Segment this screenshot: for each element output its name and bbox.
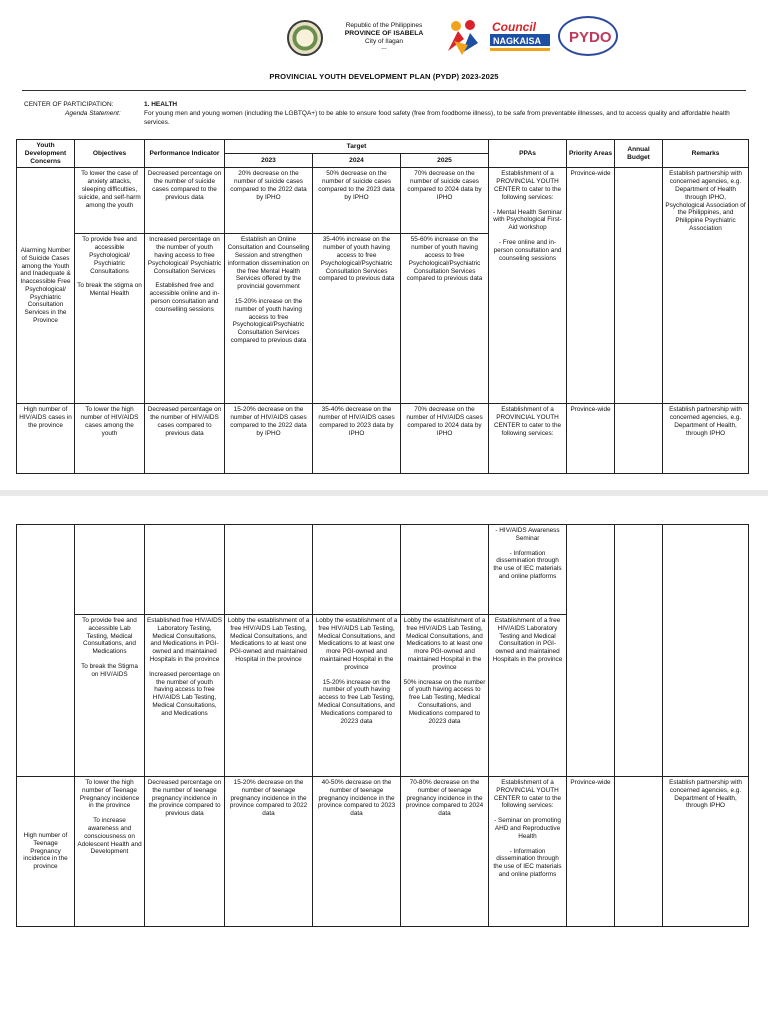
indicator-cell: Decreased percentage on the number of teenage pregnancy incidence in the province compared to previous data <box>145 777 225 927</box>
objective-cell <box>75 234 145 404</box>
col-header-2024: 2024 <box>313 154 401 168</box>
objective-text: To increase awareness and consciousness on Adolescent Health and Development <box>77 817 142 856</box>
target-2025-cell: 70% decrease on the number of HIV/AIDS cases compared to 2024 data by IPHO <box>401 404 489 474</box>
pydo-logo-text: PYDO <box>569 29 612 46</box>
indicator-cell <box>145 615 225 777</box>
priority-cell: Province-wide <box>567 404 615 474</box>
target-2025-cell: 70-80% decrease on the number of teenage pregnancy incidence in the province compared to 2024 data <box>401 777 489 927</box>
council-logo-top-text: Council <box>492 20 536 34</box>
ppa-text: - Free online and in-person consultation and counseling sessions <box>493 238 562 262</box>
ppa-text: - Information dissemination through the use of IEC materials and online platforms <box>493 549 562 580</box>
ppa-text: - Information dissemination through the use of IEC materials and online platforms <box>493 847 562 878</box>
ppa-text: Establishment of a PROVINCIAL YOUTH CENTER to cater to the following services: <box>493 779 562 810</box>
indicator-cell: Decreased percentage on the number of HIV/AIDS cases compared to previous data <box>145 404 225 474</box>
target-text: 50% increase on the number of youth having access to free Lab Testing, Medical Consultations, and Medications compared to 20223 data <box>403 678 486 725</box>
council-nagkaisa-logo <box>488 18 552 54</box>
ppa-text: - Mental Health Seminar with Psychological First-Aid workshop <box>493 208 562 232</box>
city-text: City of Ilagan <box>365 38 403 45</box>
objective-cell: To lower the high number of HIV/AIDS cases among the youth <box>75 404 145 474</box>
letterhead <box>330 22 438 52</box>
remarks-cell <box>663 525 749 777</box>
remarks-cell: Establish partnership with concerned agencies, e.g. Department of Health, through IPHO <box>663 404 749 474</box>
center-value: 1. HEALTH <box>144 101 178 108</box>
remarks-cell: Establish partnership with concerned agencies, e.g. Department of Health through IPHO, Psychological Association of the Philippines, and Philippine Psychiatric Association <box>663 168 749 404</box>
col-header-remarks: Remarks <box>663 140 749 168</box>
col-header-objectives: Objectives <box>75 140 145 168</box>
document-page-2 <box>0 496 768 1024</box>
ppa-cell <box>489 168 567 404</box>
target-2024-cell <box>313 615 401 777</box>
col-header-ppas: PPAs <box>489 140 567 168</box>
indicator-cell <box>145 525 225 615</box>
plan-title: PROVINCIAL YOUTH DEVELOPMENT PLAN (PYDP) 2023-2025 <box>269 72 499 81</box>
col-header-indicator: Performance Indicator <box>145 140 225 168</box>
col-header-budget: Annual Budget <box>615 140 663 168</box>
target-2023-cell: 15-20% decrease on the number of teenage pregnancy incidence in the province compared to 2022 data <box>225 777 313 927</box>
ppa-cell <box>489 777 567 927</box>
ppa-text: - Seminar on promoting AHD and Reproductive Health <box>494 817 561 840</box>
ppa-text: Establishment of a PROVINCIAL YOUTH CENTER to cater to the following services: <box>493 170 562 201</box>
indicator-text: Established free and accessible online and in-person consultation and counselling sessions <box>149 282 220 313</box>
priority-cell: Province-wide <box>567 777 615 927</box>
target-2024-cell <box>313 525 401 615</box>
indicator-text: Established free HIV/AIDS Laboratory Testing, Medical Consultations, and Medications in PGI-owned and maintained Hospitals in the province <box>147 617 222 663</box>
concern-suicide: Alarming Number of Suicide Cases among the Youth and Inadequate & Inaccessible Free Psychological/ Psychiatric Consultation Services in the Province <box>17 168 75 404</box>
objective-text: To provide free and accessible Psychological/ Psychiatric Consultations <box>82 236 137 275</box>
objective-text: To break the Stigma on HIV/AIDS <box>81 662 138 678</box>
concern-hiv: High number of HIV/AIDS cases in the province <box>17 404 75 474</box>
objective-cell <box>75 777 145 927</box>
objective-text: To lower the high number of Teenage Pregnancy incidence in the province <box>79 779 140 810</box>
budget-cell <box>615 404 663 474</box>
objective-text: To provide free and accessible Lab Testing, Medical Consultations, and Medications <box>82 617 137 656</box>
target-text: Establish an Online Consultation and Counseling Session and strengthen information dissemination on the free Mental Health Services offered by the provincial government <box>227 236 310 291</box>
table-row <box>17 525 749 615</box>
target-2024-cell: 40-50% decrease on the number of teenage pregnancy incidence in the province compared to 2023 data <box>313 777 401 927</box>
col-header-2023: 2023 <box>225 154 313 168</box>
pydp-table-page-2 <box>16 524 749 927</box>
ppa-text: - HIV/AIDS Awareness Seminar <box>495 527 560 542</box>
indicator-text: Increased percentage on the number of youth having access to free Psychological/ Psychiatric Consultation Services <box>147 236 222 275</box>
indicator-cell <box>145 234 225 404</box>
target-text: 15-20% increase on the number of youth having access to free Psychological/Psychiatric Consultation Services compared to previous data <box>230 297 307 344</box>
col-header-concerns: Youth Development Concerns <box>17 140 75 168</box>
target-2024-cell: 35-40% decrease on the number of HIV/AIDS cases compared to 2023 data by IPHO <box>313 404 401 474</box>
objective-text: To break the stigma on Mental Health <box>77 282 142 298</box>
center-label: CENTER OF PARTICIPATION: <box>24 101 114 108</box>
priority-cell: Province-wide <box>567 168 615 404</box>
dashes-text: --- <box>381 46 387 52</box>
target-2023-cell <box>225 525 313 615</box>
remarks-cell: Establish partnership with concerned agencies, e.g. Department of Health, through IPHO <box>663 777 749 927</box>
table-row <box>17 168 749 234</box>
objective-cell <box>75 525 145 615</box>
province-seal-icon <box>287 20 323 56</box>
agenda-statement: For young men and young women (including the LGBTQA+) to be able to ensure food safety (free from foodborne illness), to be safe from preventable illnesses, and to access quality and affordable health services. <box>144 110 730 126</box>
council-logo-bottom-text: NAGKAISA <box>493 36 542 46</box>
target-2023-cell: 15-20% decrease on the number of HIV/AIDS cases compared to the 2022 data by IPHO <box>225 404 313 474</box>
target-2023-cell: 20% decrease on the number of suicide cases compared to the 2022 data by IPHO <box>225 168 313 234</box>
target-2023-cell: Lobby the establishment of a free HIV/AIDS Lab Testing, Medical Consultations, and Medications to at least one PGI-owned and maintained Hospital in the province <box>225 615 313 777</box>
target-text: 15-20% increase on the number of youth having access to free Lab Testing, Medical Consultations, and Medications compared to 20223 data <box>318 678 395 725</box>
document-page-1 <box>0 0 768 490</box>
target-2025-cell: 55-60% increase on the number of youth having access to free Psychological/Psychiatric Consultation Services compared to previous data <box>401 234 489 404</box>
concern-cell <box>17 525 75 777</box>
budget-cell <box>615 525 663 777</box>
objective-cell: To lower the case of anxiety attacks, sleeping difficulties, suicide, and self-harm among the youth <box>75 168 145 234</box>
pydo-logo <box>558 16 618 56</box>
target-2024-cell: 50% decrease on the number of suicide cases compared to the 2023 data by IPHO <box>313 168 401 234</box>
table-row <box>17 404 749 474</box>
target-text: Lobby the establishment of a free HIV/AIDS Lab Testing, Medical Consultations, and Medications to at least one more PGI-owned and maintained Hospital in the province <box>403 617 486 671</box>
col-header-target: Target <box>225 140 489 154</box>
header-divider <box>22 90 746 91</box>
pydp-table-page-1 <box>16 139 749 474</box>
ppa-cell <box>489 525 567 615</box>
target-2023-cell <box>225 234 313 404</box>
target-text: Lobby the establishment of a free HIV/AIDS Lab Testing, Medical Consultations, and Medications to at least one more PGI-owned and maintained Hospital in the province <box>315 617 398 671</box>
agenda-label: Agenda Statement: <box>65 110 121 117</box>
target-2025-cell <box>401 525 489 615</box>
target-2025-cell <box>401 615 489 777</box>
people-mark-logo-icon <box>444 17 484 57</box>
budget-cell <box>615 168 663 404</box>
target-2025-cell: 70% decrease on the number of suicide cases compared to 2024 data by IPHO <box>401 168 489 234</box>
objective-cell <box>75 615 145 777</box>
ppa-cell: Establishment of a PROVINCIAL YOUTH CENTER to cater to the following services: <box>489 404 567 474</box>
indicator-text: Increased percentage on the number of youth having access to free HIV/AIDS Lab Testing, Medical Consultations, and Medications <box>149 670 220 717</box>
target-2024-cell: 35-40% increase on the number of youth having access to free Psychological/Psychiatric Consultation Services compared to previous data <box>313 234 401 404</box>
col-header-2025: 2025 <box>401 154 489 168</box>
concern-pregnancy: High number of Teenage Pregnancy incidence in the province <box>17 777 75 927</box>
budget-cell <box>615 777 663 927</box>
republic-text: Republic of the Philippines <box>345 22 423 29</box>
table-row <box>17 777 749 927</box>
indicator-cell: Decreased percentage on the number of suicide cases compared to the previous data <box>145 168 225 234</box>
province-text: PROVINCE OF ISABELA <box>344 30 424 37</box>
priority-cell <box>567 525 615 777</box>
ppa-cell: Establishment of a free HIV/AIDS Laboratory Testing and Medical Consultation in PGI-owned and maintained Hospitals in the province <box>489 615 567 777</box>
col-header-priority: Priority Areas <box>567 140 615 168</box>
